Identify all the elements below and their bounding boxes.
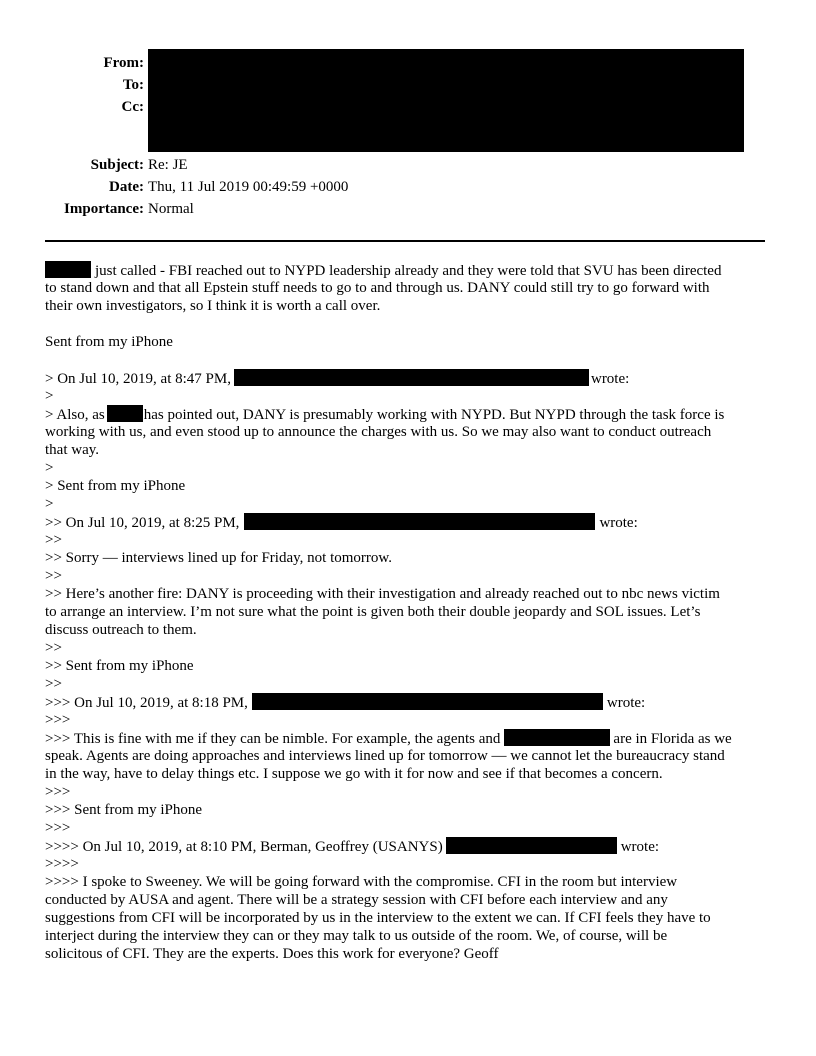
quote-line: > (45, 388, 54, 404)
header-redaction-block (148, 49, 744, 152)
quote-line: >> (45, 676, 62, 692)
subject-label: Subject: (90, 157, 144, 173)
quote-line: suggestions from CFI will be incorporated by us in the interview to the extent we can. If CFI feels they have to (45, 910, 711, 926)
quote-header: >>> On Jul 10, 2019, at 8:18 PM, wrote: (45, 695, 646, 711)
date-value: Thu, 11 Jul 2019 00:49:59 +0000 (148, 179, 349, 195)
quote-header: > On Jul 10, 2019, at 8:47 PM, wrote: (45, 371, 630, 387)
quote-line: >>> This is fine with me if they can be nimble. For example, the agents and are in Florida as we (45, 731, 732, 747)
quote-line: > Also, as has pointed out, DANY is presumably working with NYPD. But NYPD through the task force is (45, 407, 725, 423)
importance-value: Normal (148, 201, 194, 217)
quote-line: >> (45, 532, 62, 548)
redaction (252, 693, 603, 710)
quote-header: >>>> On Jul 10, 2019, at 8:10 PM, Berman, Geoffrey (USANYS) wrote: (45, 839, 660, 855)
subject-value: Re: JE (148, 157, 188, 173)
quote-line: > (45, 496, 54, 512)
quote-line: solicitous of CFI. They are the experts. Does this work for everyone? Geoff (45, 946, 499, 962)
redaction (45, 261, 91, 278)
quote-line: >>> (45, 784, 71, 800)
quote-line: >> (45, 568, 62, 584)
header-divider (45, 240, 765, 242)
quote-line: interject during the interview they can or they may talk to us outside of the room. We, of course, will be (45, 928, 668, 944)
quote-line: that way. (45, 442, 100, 458)
body-line: just called - FBI reached out to NYPD leadership already and they were told that SVU has been directed (45, 261, 775, 279)
quote-line: > (45, 460, 54, 476)
quote-line: conducted by AUSA and agent. There will be a strategy session with CFI before each interview and any (45, 892, 668, 908)
quote-line: >> Sorry — interviews lined up for Friday, not tomorrow. (45, 550, 393, 566)
redaction (504, 729, 610, 746)
signature-line: Sent from my iPhone (45, 334, 173, 350)
redaction (234, 369, 589, 386)
redaction (446, 837, 617, 854)
quote-line: >>>> I spoke to Sweeney. We will be going forward with the compromise. CFI in the room but interview (45, 874, 678, 890)
redaction (244, 513, 595, 530)
quote-header: >> On Jul 10, 2019, at 8:25 PM, wrote: (45, 515, 638, 531)
subject-row (0, 154, 700, 176)
quote-line: discuss outreach to them. (45, 622, 197, 638)
quote-line: >>> Sent from my iPhone (45, 802, 203, 818)
quote-line: >> Sent from my iPhone (45, 658, 194, 674)
quote-line: working with us, and even stood up to announce the charges with us. So we may also want to conduct outreach (45, 424, 712, 440)
quote-line: in the way, have to delay things etc. I suppose we go with it for now and see if that becomes a concern. (45, 766, 663, 782)
quote-line: >>>> (45, 856, 79, 872)
body-line: to stand down and that all Epstein stuff needs to go to and through us. DANY could still try to go forward with (45, 280, 710, 296)
body-line: their own investigators, so I think it is worth a call over. (45, 298, 381, 314)
quote-line: speak. Agents are doing approaches and interviews lined up for tomorrow — we cannot let the bureaucracy stand (45, 748, 725, 764)
date-row (0, 176, 700, 198)
quote-line: to arrange an interview. I’m not sure what the point is given both their double jeopardy and SOL issues. Let’s (45, 604, 701, 620)
from-label: From: (103, 55, 144, 71)
email-body (45, 261, 775, 963)
importance-row (0, 198, 700, 220)
cc-label: Cc: (121, 99, 144, 115)
quote-line: >>> (45, 820, 71, 836)
quote-line: >>> (45, 712, 71, 728)
importance-label: Importance: (64, 201, 144, 217)
redaction (107, 405, 143, 422)
quote-line: >> Here’s another fire: DANY is proceeding with their investigation and already reached out to nbc news victim (45, 586, 720, 602)
to-label: To: (122, 77, 144, 93)
date-label: Date: (109, 179, 144, 195)
quote-line: > Sent from my iPhone (45, 478, 186, 494)
quote-line: >> (45, 640, 62, 656)
